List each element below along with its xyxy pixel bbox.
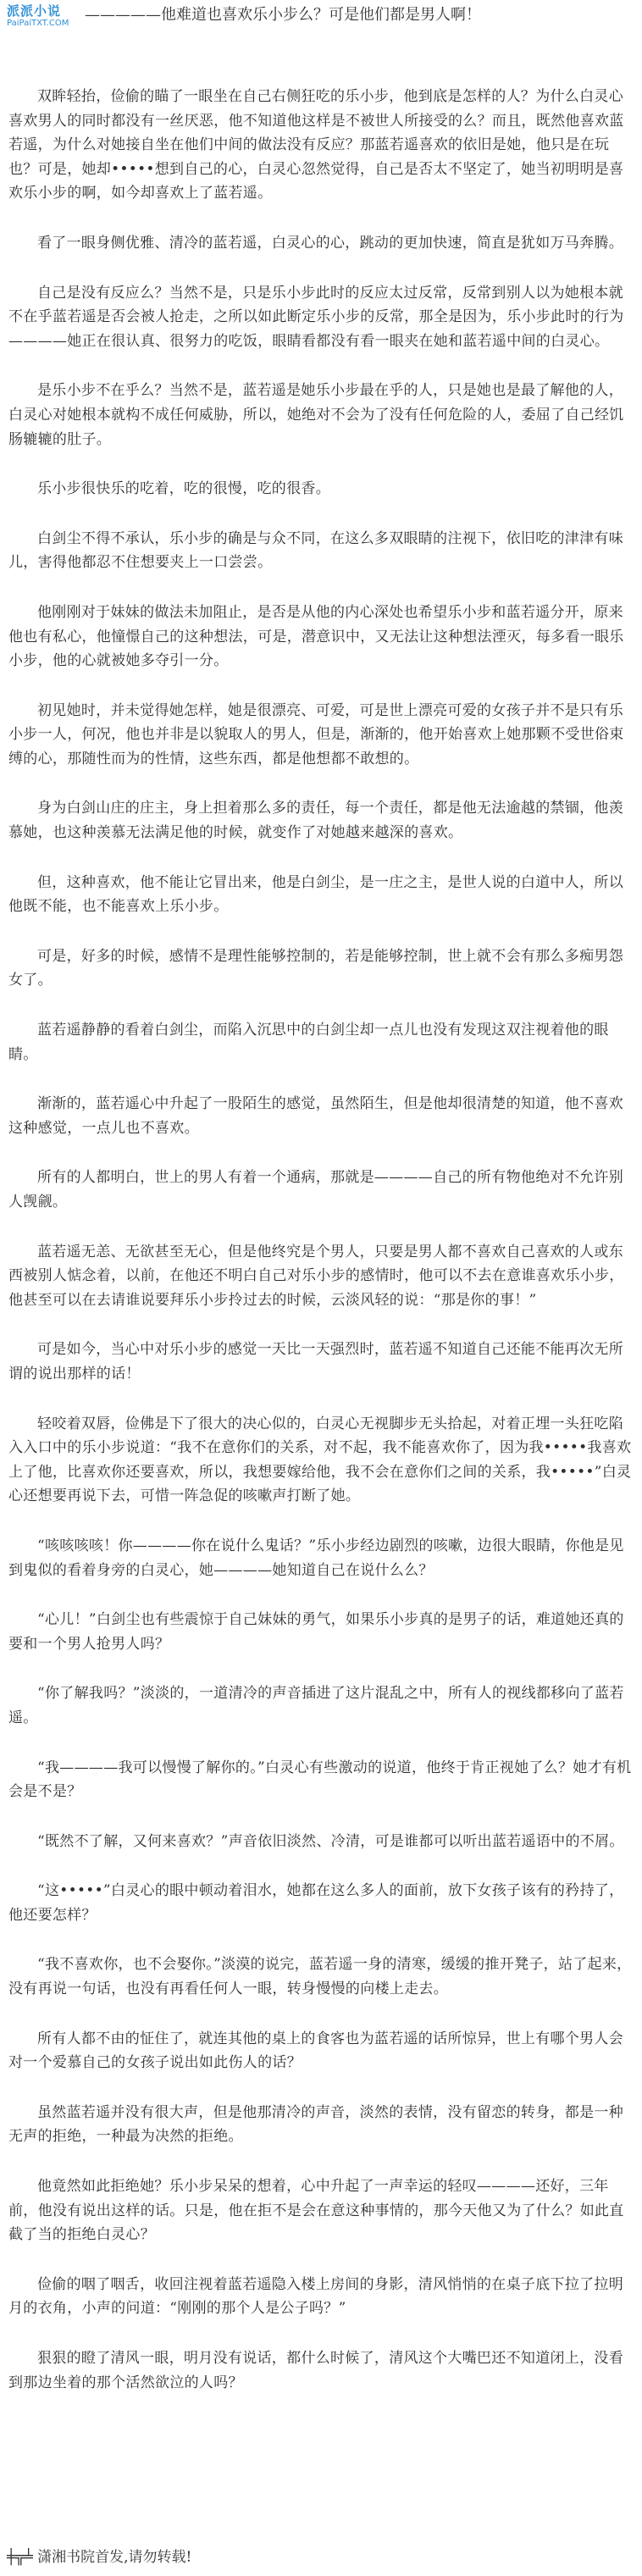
paragraph: “心儿！”白剑尘也有些震惊于自己妹妹的勇气，如果乐小步真的是男子的话，难道她还真的要和一个男人抢男人吗？ [8, 1611, 624, 1653]
paragraph: 俭偷的咽了咽舌，收回注视着蓝若遥隐入楼上房间的身影，清风悄悄的在桌子底下拉了拉明月的衣角，小声的问道：“刚刚的那个人是公子吗？” [8, 2275, 623, 2318]
chapter-body [8, 85, 635, 2420]
paragraph: 是乐小步不在乎么？当然不是，蓝若遥是她乐小步最在乎的人，只是她也是最了解他的人，白灵心对她根本就构不成任何威胁，所以，她绝对不会为了没有任何危险的人，委屈了自己经饥肠辘辘的肚子。 [8, 382, 624, 448]
paragraph: 所有人都不由的怔住了，就连其他的桌上的食客也为蓝若遥的话所惊异，世上有哪个男人会对一个爱慕自己的女孩子说出如此伤人的话？ [8, 2030, 623, 2072]
paragraph: 他刚刚对于妹妹的做法未加阻止，是否是从他的内心深处也希望乐小步和蓝若遥分开，原来他也有私心，他憧憬自己的这种想法，可是，潜意识中，又无法让这种想法湮灭，每多看一眼乐小步，他的心就被她多夺引一分。 [8, 603, 624, 670]
paragraph: 渐渐的，蓝若遥心中升起了一股陌生的感觉，虽然陌生，但是他却很清楚的知道，他不喜欢这种感觉，一点儿也不喜欢。 [8, 1095, 623, 1137]
paragraph: “这•••••”白灵心的眼中顿动着泪水，她都在这么多人的面前，放下女孩子该有的矜持了，他还要怎样？ [8, 1882, 624, 1924]
paragraph: 初见她时，并未觉得她怎样，她是很漂亮、可爱，可是世上漂亮可爱的女孩子并不是只有乐小步一人，何况，他也并非是以貌取人的男人，但是，渐渐的，他开始喜欢上她那颗不受世俗束缚的心，那随性而为的性情，这些东西，都是他想都不敢想的。 [8, 701, 624, 767]
paragraph: “我————我可以慢慢了解你的。”白灵心有些激动的说道，他终于肯正视她了么？她才有机会是不是？ [8, 1759, 632, 1801]
paragraph: 蓝若遥静静的看着白剑尘，而陷入沉思中的白剑尘却一点儿也没有发现这双注视着他的眼睛。 [8, 1022, 609, 1063]
paragraph: 身为白剑山庄的庄主，身上担着那么多的责任，每一个责任，都是他无法逾越的禁锢，他羡慕她，也这种羡慕无法满足他的时候，就变作了对她越来越深的喜欢。 [8, 800, 623, 842]
paragraph: 蓝若遥无恙、无欲甚至无心，但是他终究是个男人，只要是男人都不喜欢自己喜欢的人或东西被别人惦念着，以前，在他还不明白自己对乐小步的感情时，他可以不去在意谁喜欢乐小步，他甚至可以在去请谁说要拜乐小步拎过去的时候，云淡风轻的说：“那是你的事！” [8, 1243, 624, 1309]
paragraph: 他竟然如此拒绝她？乐小步呆呆的想着，心中升起了一声幸运的轻叹————还好，三年前，他没有说出这样的话。只是，他在拒不是会在意这种事情的，那今天他又为了什么？如此直截了当的拒绝白灵心？ [8, 2178, 624, 2244]
paragraph: “我不喜欢你，也不会娶你。”淡漠的说完，蓝若遥一身的清寒，缓缓的推开凳子，站了起来，没有再说一句话，也没有再看任何人一眼，转身慢慢的向楼上走去。 [8, 1956, 632, 1998]
paragraph: 乐小步很快乐的吃着，吃的很慢，吃的很香。 [37, 480, 330, 498]
paragraph: 可是如今，当心中对乐小步的感觉一天比一天强烈时，蓝若遥不知道自己还能不能再次无所谓的说出那样的话！ [8, 1341, 623, 1382]
paragraph: 但，这种喜欢，他不能让它冒出来，他是白剑尘，是一庄之主，是世人说的白道中人，所以他既不能，也不能喜欢上乐小步。 [8, 873, 623, 916]
paragraph: 虽然蓝若遥并没有很大声，但是他那清冷的声音，淡然的表情，没有留恋的转身，都是一种无声的拒绝，一种最为决然的拒绝。 [8, 2103, 623, 2146]
footer-notice: ╪╦╧ 潇湘书院首发,请勿转载! [7, 2549, 192, 2566]
paragraph: “咳咳咳咳！你————你在说什么鬼话？”乐小步经边剧烈的咳嗽，边很大眼睛，你他是见到鬼似的看着身旁的白灵心，她————她知道自己在说什么么？ [8, 1537, 624, 1579]
watermark-url: PaiPaiTXT.COM [7, 19, 69, 28]
paragraph: 双眸轻抬，俭偷的瞄了一眼坐在自己右侧狂吃的乐小步，他到底是怎样的人？为什么白灵心喜欢男人的同时都没有一丝厌恶，他不知道他这样是不被世人所接受的么？而且，既然他喜欢蓝若遥，为什么对她接自坐在他们中间的做法没有反应？那蓝若遥喜欢的依旧是她，他只是在玩也？可是，她却•••••想到自己的心，白灵心忽然觉得，自己是否太不坚定了，她当初明明是喜欢乐小步的啊，如今却喜欢上了蓝若遥。 [8, 88, 624, 202]
paragraph: 自己是没有反应么？当然不是，只是乐小步此时的反应太过反常，反常到别人以为她根本就不在乎蓝若遥是否会被人抢走，之所以如此断定乐小步的反常，那全是因为，乐小步此时的行为————她正在很认真、很努力的吃饭，眼睛看都没有看一眼夹在她和蓝若遥中间的白灵心。 [8, 284, 624, 350]
paragraph: “你了解我吗？”淡淡的，一道清冷的声音插进了这片混乱之中，所有人的视线都移向了蓝若遥。 [8, 1685, 624, 1726]
watermark-brand: 派派小说 [7, 3, 62, 19]
paragraph: 狠狠的瞪了清风一眼，明月没有说话，都什么时候了，清风这个大嘴巴还不知道闭上，没看到那边坐着的那个活然欲泣的人吗？ [8, 2350, 623, 2391]
paragraph: “既然不了解，又何来喜欢？”声音依旧淡然、冷清，可是谁都可以听出蓝若遥语中的不屑。 [37, 1832, 624, 1850]
paragraph: 轻咬着双唇，俭佛是下了很大的决心似的，白灵心无视脚步无头拾起，对着正埋一头狂吃陷入入口中的乐小步说道：“我不在意你们的关系，对不起，我不能喜欢你了，因为我•••••我喜欢上了他，比喜欢你还要喜欢，所以，我想要嫁给他，我不会在意你们之间的关系，我•••••”白灵心还想要再说下去，可惜一阵急促的咳嗽声打断了她。 [8, 1415, 632, 1505]
paragraph: 可是，好多的时候，感情不是理性能够控制的，若是能够控制，世上就不会有那么多痴男怨女了。 [8, 947, 623, 989]
paragraph: 白剑尘不得不承认，乐小步的确是与众不同，在这么多双眼睛的注视下，依旧吃的津津有味儿，害得他都忍不住想要夹上一口尝尝。 [8, 529, 623, 572]
paragraph: 所有的人都明白，世上的男人有着一个通病，那就是————自己的所有物他绝对不允许别人觊觎。 [8, 1169, 623, 1210]
opening-line: —————他难道也喜欢乐小步么？可是他们都是男人啊！ [85, 6, 481, 24]
paragraph: 看了一眼身侧优雅、清冷的蓝若遥，白灵心的心，跳动的更加快速，简直是犹如万马奔腾。 [37, 234, 623, 252]
